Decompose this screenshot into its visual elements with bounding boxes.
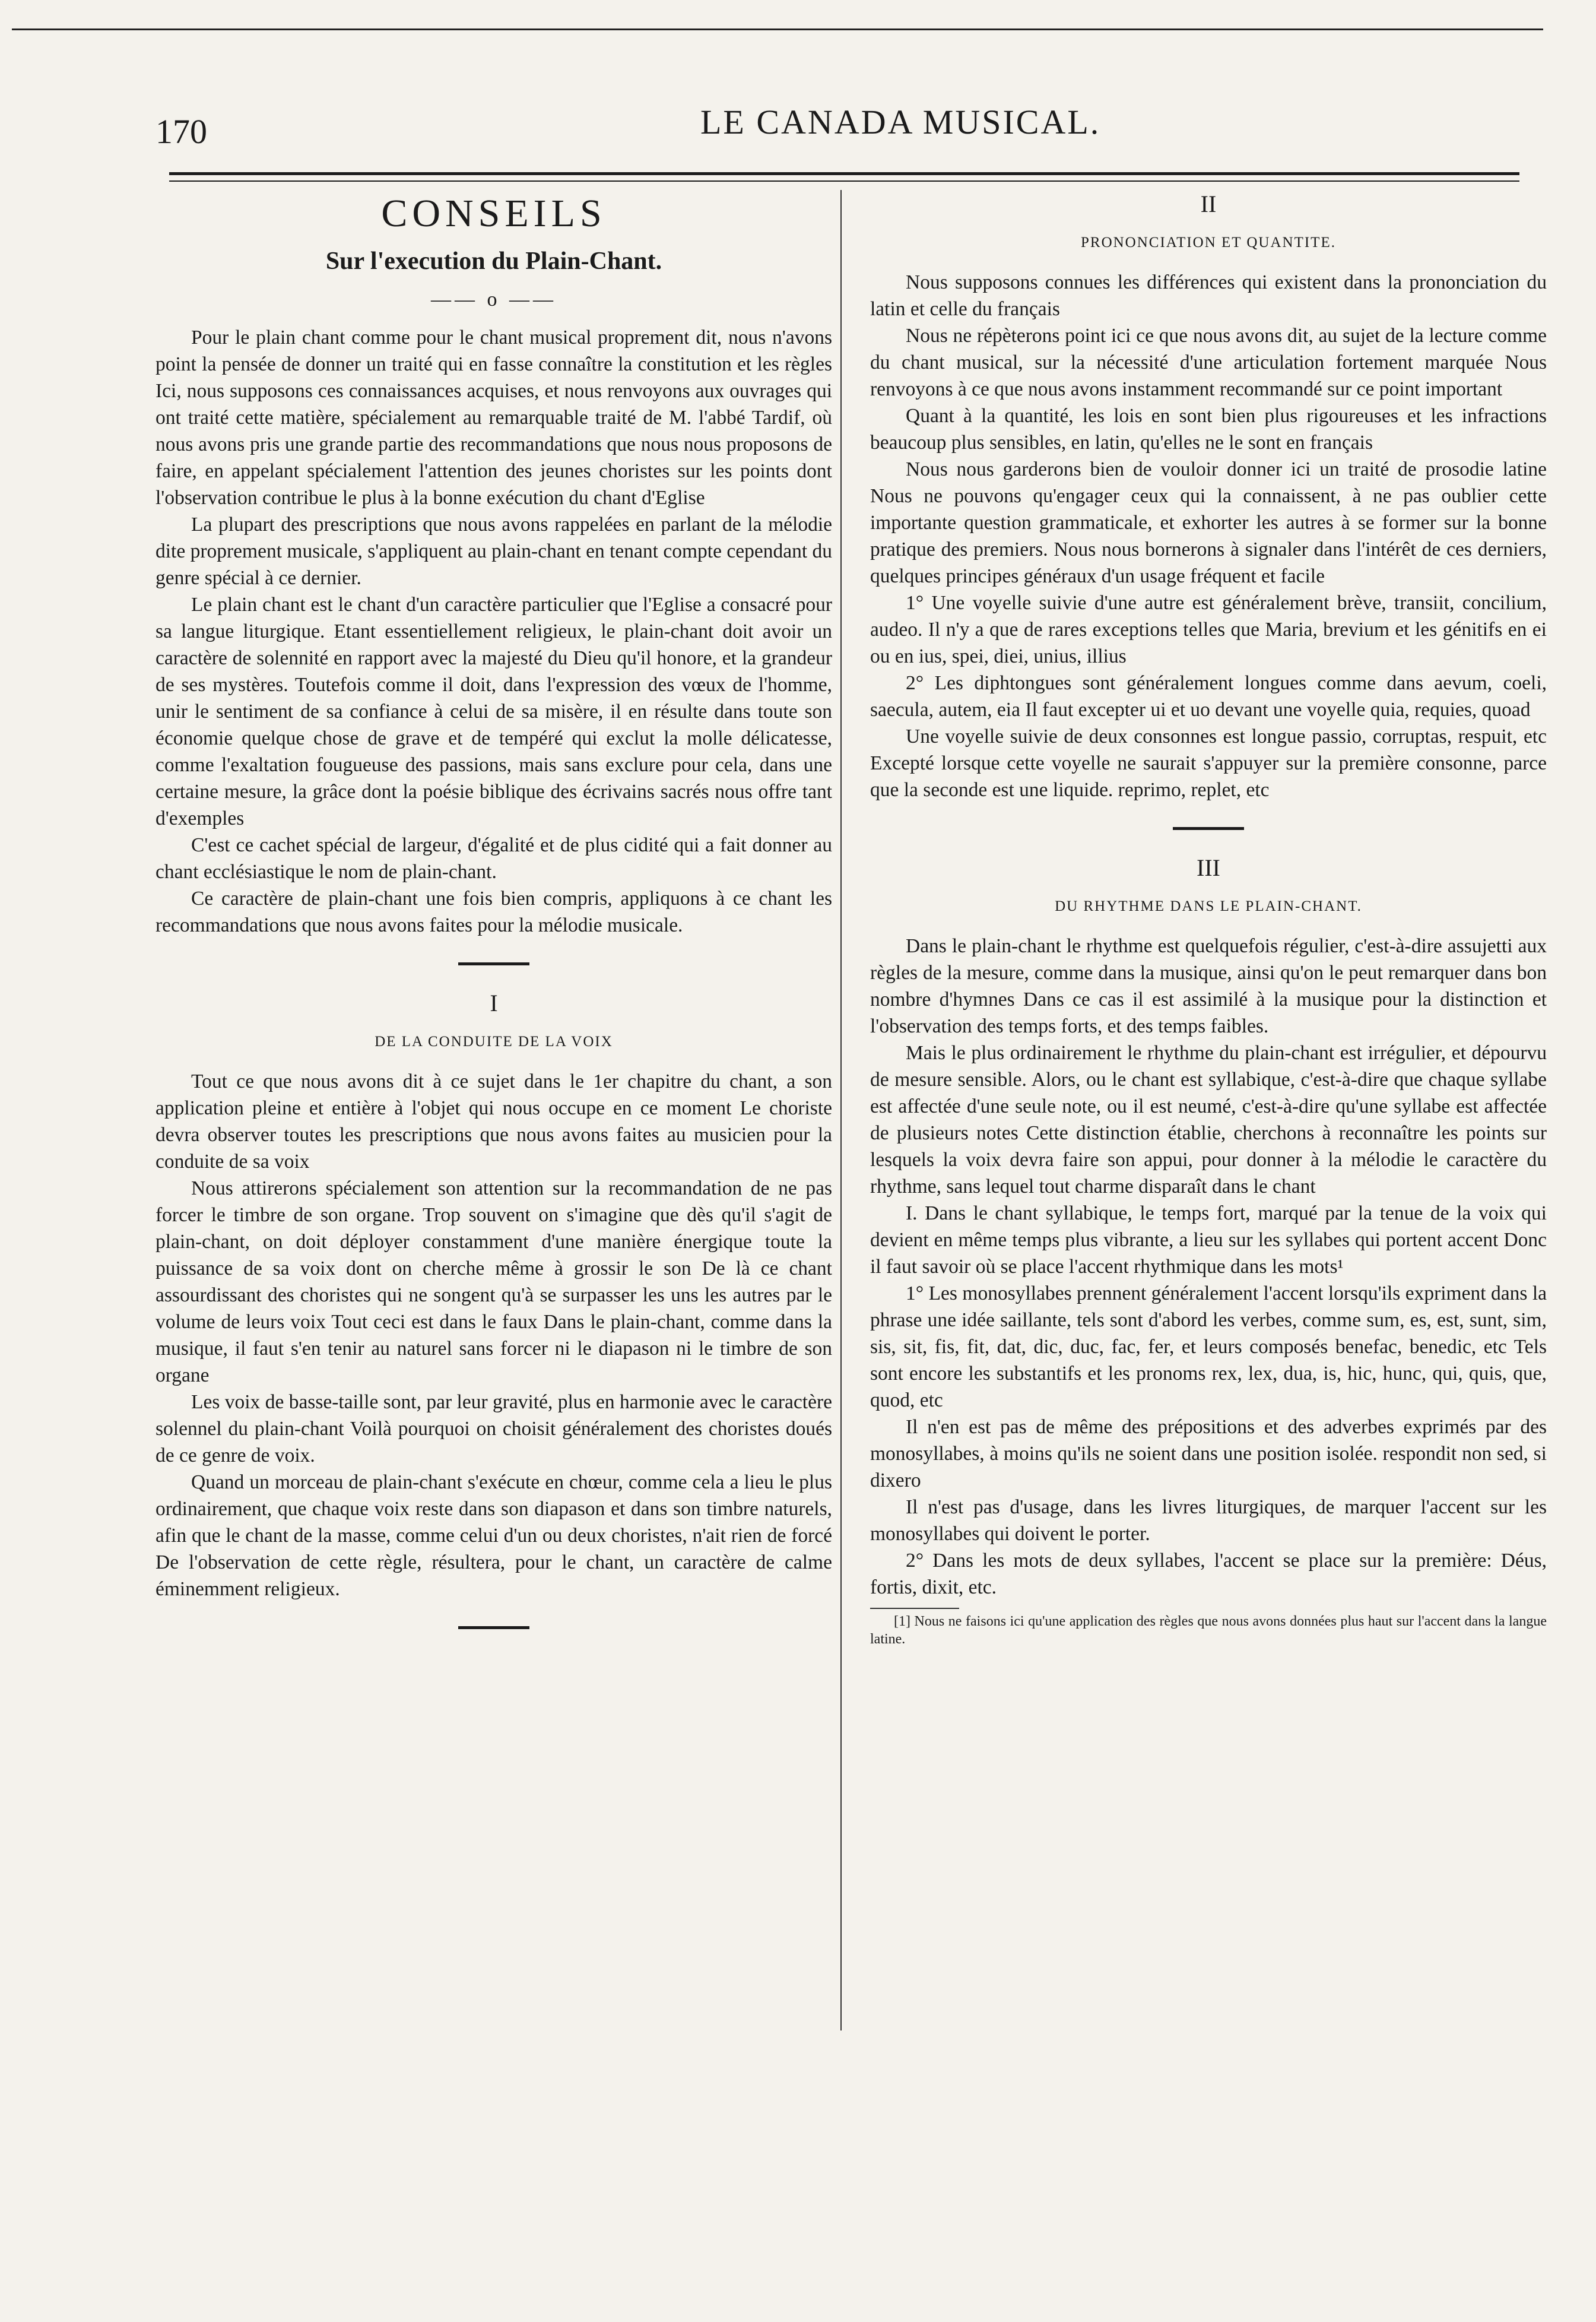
page-number: 170 xyxy=(156,112,207,151)
section-paragraph: 2° Dans les mots de deux syllabes, l'accent se place sur la première: Déus, fortis, dixit, etc. xyxy=(870,1550,1547,1598)
intro-paragraph: Le plain chant est le chant d'un caractère particulier que l'Eglise a consacré pour sa langue liturgique. Etant essentiellement religieux, le plain-chant doit avoir un caractère de solennité en rapport avec la majesté du Dieu qu'il honore, et la grandeur de ses mystères. Toutefois comme il doit, dans l'expression des vœux de l'homme, unir le sentiment de sa confiance à celui de sa misère, il en résulte dans toute son économie quelque chose de grave et de tempéré qui exclut la molle délicatesse, comme l'exaltation fougueuse des passions, mais sans exclure pour cela, dans une certaine mesure, la grâce dont la poésie biblique des écrivains sacrés nous offre tant d'exemples xyxy=(156,594,832,829)
footnote: [1] Nous ne faisons ici qu'une application des règles que nous avons données plus haut sur l'accent dans la langue latine. xyxy=(870,1614,1547,1647)
section-paragraph: 2° Les diphtongues sont généralement longues comme dans aevum, coeli, saecula, autem, eia Il faut excepter ui et uo devant une voyelle quia, requies, quoad xyxy=(870,672,1547,721)
section-paragraph: Mais le plus ordinairement le rhythme du plain-chant est irrégulier, et dépourvu de mesure sensible. Alors, ou le chant est syllabique, c'est-à-dire que chaque syllabe est affectée d'une seule note, ou il est neumé, c'est-à-dire qu'une syllabe est affectée de plusieurs notes Cette distinction établie, cherchons à reconnaître les points sur lesquels la voix devra faire son appui, pour donner à la mélodie le caractère du rhythme, sans lequel tout charme disparaît dans le chant xyxy=(870,1042,1547,1198)
right-column xyxy=(870,190,1547,1648)
section-paragraph: Une voyelle suivie de deux consonnes est longue passio, corruptas, respuit, etc Excepté lorsque cette voyelle ne saurait s'appuyer sur la première consonne, parce que la seconde est une liquide. reprimo, replet, etc xyxy=(870,726,1547,801)
section-heading-voice: DE LA CONDUITE DE LA VOIX xyxy=(375,1034,613,1050)
footnote-rule xyxy=(870,1608,959,1609)
section-paragraph: Il n'est pas d'usage, dans les livres liturgiques, de marquer l'accent sur les monosyllabes qui doivent le porter. xyxy=(870,1496,1547,1545)
section-separator xyxy=(458,962,529,965)
article-title: CONSEILS xyxy=(381,192,607,235)
section-numeral-iii: III xyxy=(1197,854,1220,881)
intro-paragraph: Ce caractère de plain-chant une fois bien compris, appliquons à ce chant les recommandations que nous avons faites pour la mélodie musicale. xyxy=(156,888,832,936)
section-paragraph: Les voix de basse-taille sont, par leur gravité, plus en harmonie avec le caractère solennel du plain-chant Voilà pourquoi on choisit généralement des choristes doués de ce genre de voix. xyxy=(156,1391,832,1466)
intro-paragraph: La plupart des prescriptions que nous avons rappelées en parlant de la mélodie dite proprement musicale, s'appliquent au plain-chant en tenant compte cependant du genre spécial à ce dernier. xyxy=(156,514,832,589)
section-paragraph: Nous nous garderons bien de vouloir donner ici un traité de prosodie latine Nous ne pouvons qu'engager ceux qui la connaissent, à ne pas oublier cette importante question grammaticale, et exhorter les autres à se former sur la bonne pratique des premiers. Nous nous bornerons à signaler dans l'intérêt de ces derniers, quelques principes généraux d'un usage fréquent et facile xyxy=(870,458,1547,587)
article-subtitle: Sur l'execution du Plain-Chant. xyxy=(325,248,662,275)
end-separator xyxy=(458,1626,529,1629)
intro-paragraph: C'est ce cachet spécial de largeur, d'égalité et de plus cidité qui a fait donner au chant ecclésiastique le nom de plain-chant. xyxy=(156,834,832,883)
section-paragraph: Nous attirerons spécialement son attention sur la recommandation de ne pas forcer le timbre de son organe. Trop souvent on s'imagine que dès qu'il s'agit de plain-chant, on doit déployer constamment d'une manière énergique toute la puissance de sa voix dont on cherche même à grossir le son De là ce chant assourdissant des choristes qui ne songent qu'à se surpasser les uns les autres par le volume de leurs voix Tout ceci est dans le faux Dans le plain-chant, comme dans la musique, il faut s'en tenir au naturel sans forcer ni le diapason ni le timbre de son organe xyxy=(156,1177,832,1386)
section-paragraph: Quand un morceau de plain-chant s'exécute en chœur, comme cela a lieu le plus ordinairement, que chaque voix reste dans son diapason et dans son timbre naturels, afin que le chant de la masse, comme celui d'un ou deux choristes, n'ait rien de forcé De l'observation de cette règle, résultera, pour le chant, un caractère de calme éminemment religieux. xyxy=(156,1471,832,1600)
section-paragraph: Tout ce que nous avons dit à ce sujet dans le 1er chapitre du chant, a son application pleine et entière à l'objet qui nous occupe en ce moment Le choriste devra observer toutes les prescriptions que nous avons faites au musicien pour la conduite de sa voix xyxy=(156,1070,832,1173)
section-paragraph: Nous supposons connues les différences qui existent dans la prononciation du latin et celle du français xyxy=(870,271,1547,320)
section-paragraph: Quant à la quantité, les lois en sont bien plus rigoureuses et les infractions beaucoup plus sensibles, en latin, qu'elles ne le sont en français xyxy=(870,405,1547,454)
section-numeral-ii: II xyxy=(1200,191,1217,217)
section-paragraph: 1° Une voyelle suivie d'une autre est généralement brève, transiit, concilium, audeo. Il n'y a que de rares exceptions telles que Maria, brevium et les génitifs en ei ou en ius, spei, diei, unius, illius xyxy=(870,592,1547,667)
section-paragraph: Nous ne répèterons point ici ce que nous avons dit, au sujet de la lecture comme du chant musical, sur la nécessité d'une articulation fortement marquée Nous renvoyons à ce que nous avons instamment recommandé sur ce point important xyxy=(870,325,1547,400)
section-heading-rhythm: DU RHYTHME DANS LE PLAIN-CHANT. xyxy=(1055,898,1362,914)
section-heading-pronunciation: PRONONCIATION ET QUANTITE. xyxy=(1081,235,1336,251)
section-paragraph: Dans le plain-chant le rhythme est quelquefois régulier, c'est-à-dire assujetti aux règles de la mesure, comme dans la musique, ainsi qu'on le peut remarquer dans bon nombre d'hymnes Dans ce cas il est assimilé à la musique pour la distinction et l'observation des temps forts, et des temps faibles. xyxy=(870,935,1547,1037)
header-thin-rule xyxy=(169,180,1519,182)
section-separator xyxy=(1173,827,1244,830)
title-ornament: —— o —— xyxy=(431,289,557,311)
header-thick-rule xyxy=(169,172,1519,175)
top-border-line xyxy=(12,28,1543,30)
section-numeral-i: I xyxy=(490,990,498,1016)
left-column xyxy=(156,190,832,1653)
section-paragraph: 1° Les monosyllabes prennent généralement l'accent lorsqu'ils expriment dans la phrase une idée saillante, tels sont d'abord les verbes, comme sum, es, est, sunt, sim, sis, sit, fis, fit, dat, dic, duc, fac, fer, et leurs composés benefac, benedic, etc Tels sont encore les substantifs et les pronoms rex, lex, dua, is, hic, hunc, qui, quis, que, quod, etc xyxy=(870,1282,1547,1411)
column-divider xyxy=(840,190,842,2030)
intro-paragraph: Pour le plain chant comme pour le chant musical proprement dit, nous n'avons point la pensée de donner un traité qui en fasse connaître la constitution et les règles Ici, nous supposons ces connaissances acquises, et nous renvoyons aux ouvrages qui ont traité cette matière, spécialement au remarquable traité de M. l'abbé Tardif, où nous avons pris une grande partie des recommandations que nous nous proposons de faire, en appelant spécialement l'attention des jeunes choristes sur les points dont l'observation contribue le plus à la bonne exécution du chant d'Eglise xyxy=(156,327,832,509)
section-paragraph: I. Dans le chant syllabique, le temps fort, marqué par la tenue de la voix qui devient en même temps plus vibrante, a lieu sur les syllabes qui portent accent Donc il faut savoir où se place l'accent rhythmique dans les mots¹ xyxy=(870,1202,1547,1278)
section-paragraph: Il n'en est pas de même des prépositions et des adverbes exprimés par des monosyllabes, à moins qu'ils ne soient dans une position isolée. respondit non sed, si dixero xyxy=(870,1416,1547,1491)
running-title: LE CANADA MUSICAL. xyxy=(700,103,1101,141)
